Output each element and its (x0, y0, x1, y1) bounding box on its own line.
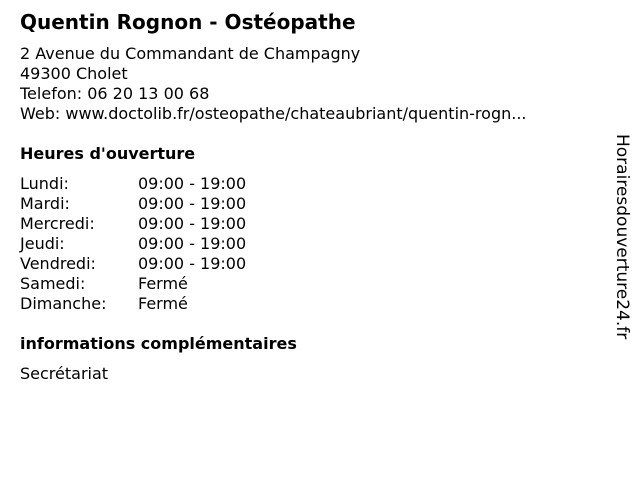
hours-row-saturday (20, 274, 600, 294)
hours-row-sunday (20, 294, 600, 314)
street-address: 2 Avenue du Commandant de Champagny (20, 44, 361, 63)
hours-row-thursday (20, 234, 600, 254)
day-label: Vendredi: (20, 254, 96, 273)
city: 49300 Cholet (20, 64, 128, 83)
website: Web: www.doctolib.fr/osteopathe/chateaubriant/quentin-rogn... (20, 104, 527, 123)
business-card (20, 10, 600, 384)
time-value: 09:00 - 19:00 (138, 254, 247, 273)
hours-row-tuesday (20, 194, 600, 214)
day-label: Samedi: (20, 274, 86, 293)
site-watermark: Horairesdouverture24.fr (612, 134, 632, 340)
time-value: 09:00 - 19:00 (138, 214, 247, 233)
opening-hours-table (20, 174, 600, 314)
phone-number: Telefon: 06 20 13 00 68 (20, 84, 210, 103)
extra-info-text: Secrétariat (20, 364, 109, 383)
day-label: Mercredi: (20, 214, 95, 233)
hours-heading: Heures d'ouverture (20, 144, 196, 163)
contact-info (20, 44, 600, 124)
day-label: Dimanche: (20, 294, 107, 313)
time-value: Fermé (138, 274, 188, 293)
day-label: Mardi: (20, 194, 70, 213)
day-label: Lundi: (20, 174, 69, 193)
time-value: 09:00 - 19:00 (138, 174, 247, 193)
time-value: Fermé (138, 294, 188, 313)
business-title: Quentin Rognon - Ostéopathe (20, 10, 356, 34)
hours-row-friday (20, 254, 600, 274)
time-value: 09:00 - 19:00 (138, 194, 247, 213)
hours-row-wednesday (20, 214, 600, 234)
hours-row-monday (20, 174, 600, 194)
time-value: 09:00 - 19:00 (138, 234, 247, 253)
day-label: Jeudi: (20, 234, 65, 253)
extra-info-heading: informations complémentaires (20, 334, 297, 353)
